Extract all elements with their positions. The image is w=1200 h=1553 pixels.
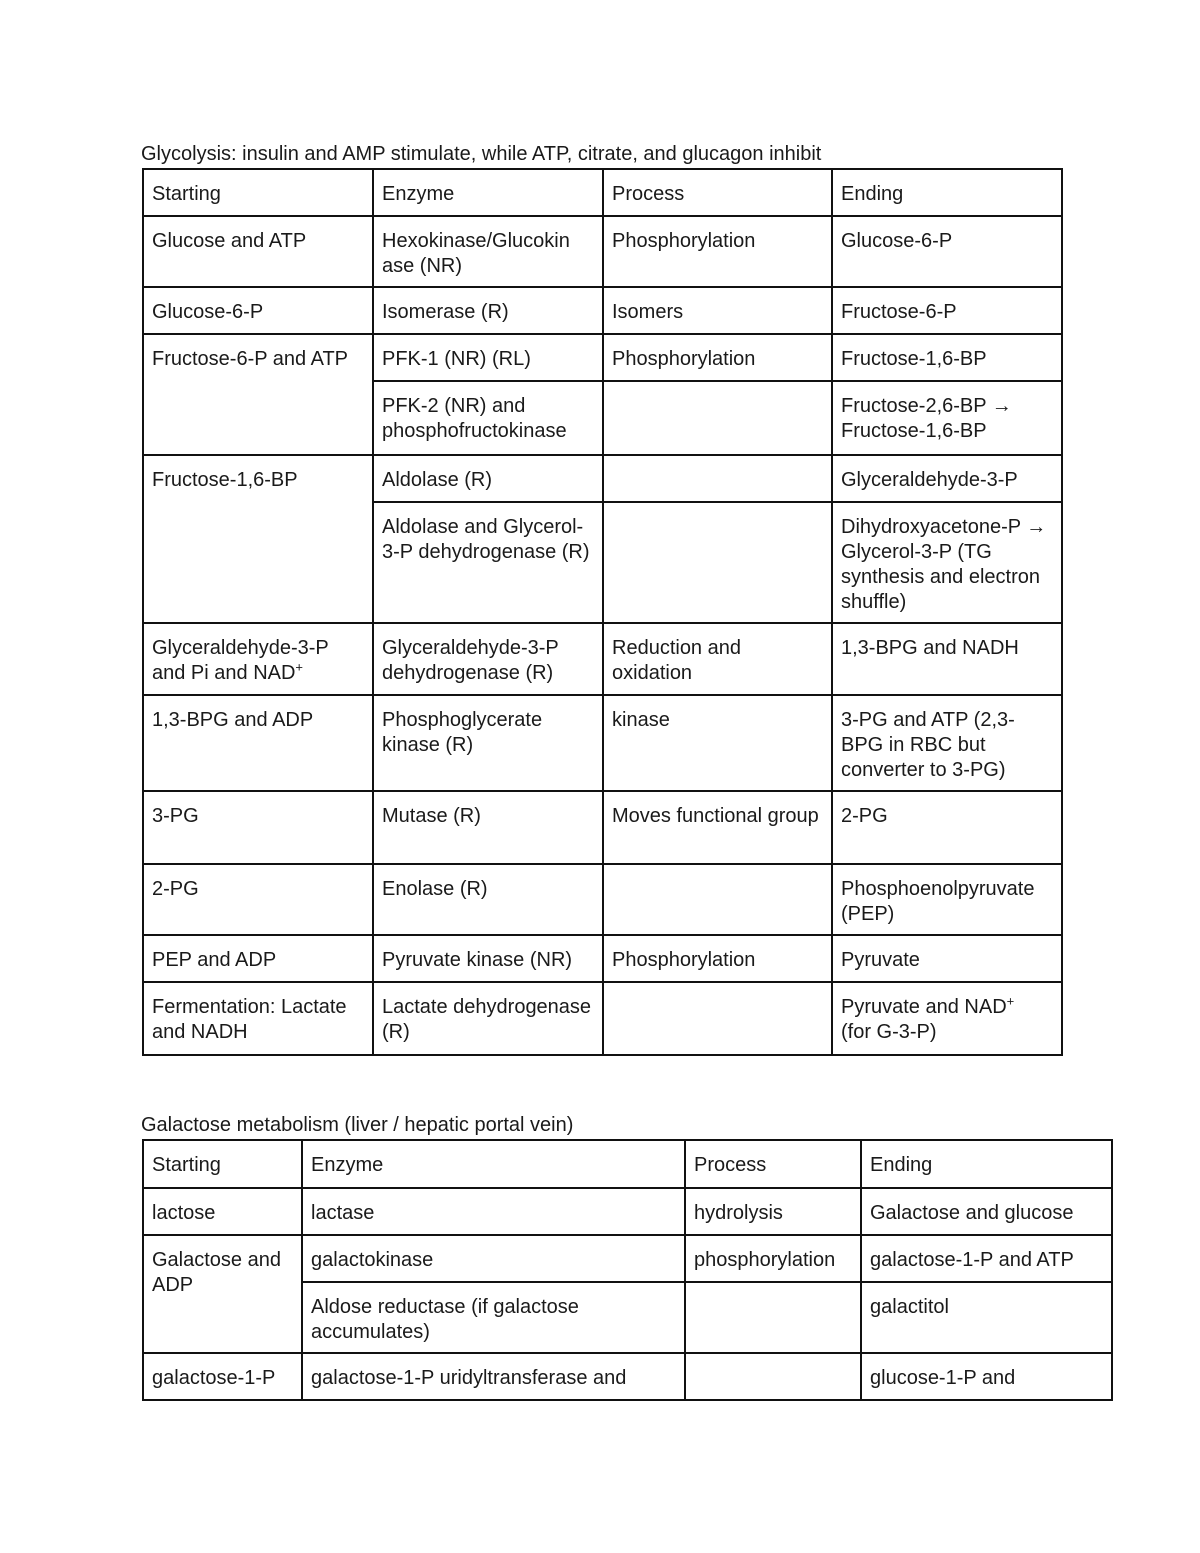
table-row: [143, 455, 1062, 502]
table-row: [143, 1188, 1112, 1235]
table-row: [143, 695, 1062, 791]
cell-ending-note: (for G-3-P): [841, 1021, 937, 1043]
cell-ending: 2-PG: [832, 791, 1062, 864]
cell-ending-text: Pyruvate and NAD: [841, 996, 1007, 1018]
cell-ending: [832, 982, 1062, 1055]
glycolysis-table: [142, 168, 1063, 1056]
table-row: [143, 1353, 1112, 1400]
cell-starting: [143, 623, 373, 695]
cell-starting: Fructose-6-P and ATP: [143, 334, 373, 455]
cell-process: [603, 381, 832, 455]
header-process: Process: [685, 1140, 861, 1188]
cell-starting: galactose-1-P: [143, 1353, 302, 1400]
cell-ending: Glucose-6-P: [832, 216, 1062, 287]
table-row: [143, 1235, 1112, 1282]
cell-ending: Dihydroxyacetone-P → Glycerol-3-P (TG synthesis and electron shuffle): [832, 502, 1062, 623]
cell-enzyme: Lactate dehydrogenase (R): [373, 982, 603, 1055]
cell-starting: Galactose and ADP: [143, 1235, 302, 1353]
cell-ending: glucose-1-P and: [861, 1353, 1112, 1400]
table-header-row: [143, 1140, 1112, 1188]
cell-ending: Fructose-2,6-BP → Fructose-1,6-BP: [832, 381, 1062, 455]
cell-starting: lactose: [143, 1188, 302, 1235]
table-row: [143, 935, 1062, 982]
galactose-table: [142, 1139, 1113, 1401]
cell-ending: Galactose and glucose: [861, 1188, 1112, 1235]
cell-starting-text: Glyceraldehyde-3-P and Pi and NAD: [152, 637, 329, 684]
cell-process: Phosphorylation: [603, 935, 832, 982]
table-header-row: [143, 169, 1062, 216]
cell-process: Moves functional group: [603, 791, 832, 864]
cell-process: Phosphorylation: [603, 334, 832, 381]
cell-starting: PEP and ADP: [143, 935, 373, 982]
header-starting: Starting: [143, 1140, 302, 1188]
cell-process: [603, 502, 832, 623]
table-row: [143, 216, 1062, 287]
cell-process: [603, 982, 832, 1055]
cell-starting: 2-PG: [143, 864, 373, 935]
cell-process: [685, 1353, 861, 1400]
cell-enzyme: Pyruvate kinase (NR): [373, 935, 603, 982]
cell-starting: 3-PG: [143, 791, 373, 864]
table-row: [143, 623, 1062, 695]
cell-enzyme: Isomerase (R): [373, 287, 603, 334]
cell-enzyme: Hexokinase/Glucokin ase (NR): [373, 216, 603, 287]
cell-ending: 1,3-BPG and NADH: [832, 623, 1062, 695]
cell-enzyme: Phosphoglycerate kinase (R): [373, 695, 603, 791]
cell-process: [603, 864, 832, 935]
cell-ending: Fructose-1,6-BP: [832, 334, 1062, 381]
cell-ending: galactitol: [861, 1282, 1112, 1353]
header-ending: Ending: [861, 1140, 1112, 1188]
cell-enzyme: Glyceraldehyde-3-P dehydrogenase (R): [373, 623, 603, 695]
header-enzyme: Enzyme: [302, 1140, 685, 1188]
cell-enzyme: PFK-2 (NR) and phosphofructokinase: [373, 381, 603, 455]
cell-ending: 3-PG and ATP (2,3-BPG in RBC but converter to 3-PG): [832, 695, 1062, 791]
cell-enzyme: Aldolase (R): [373, 455, 603, 502]
table-row: [143, 334, 1062, 381]
cell-process: phosphorylation: [685, 1235, 861, 1282]
table-row: [143, 791, 1062, 864]
cell-starting: Fermentation: Lactate and NADH: [143, 982, 373, 1055]
table-row: [143, 982, 1062, 1055]
galactose-caption: Galactose metabolism (liver / hepatic portal vein): [141, 1114, 574, 1136]
cell-enzyme: Aldose reductase (if galactose accumulates): [302, 1282, 685, 1353]
cell-ending: Glyceraldehyde-3-P: [832, 455, 1062, 502]
header-process: Process: [603, 169, 832, 216]
cell-process: [603, 455, 832, 502]
cell-starting: Glucose-6-P: [143, 287, 373, 334]
cell-enzyme: Aldolase and Glycerol-3-P dehydrogenase (R): [373, 502, 603, 623]
cell-process: [685, 1282, 861, 1353]
cell-process: Reduction and oxidation: [603, 623, 832, 695]
table-row: [143, 864, 1062, 935]
cell-enzyme: PFK-1 (NR) (RL): [373, 334, 603, 381]
cell-starting: Fructose-1,6-BP: [143, 455, 373, 623]
cell-process: Isomers: [603, 287, 832, 334]
cell-starting: 1,3-BPG and ADP: [143, 695, 373, 791]
cell-enzyme: lactase: [302, 1188, 685, 1235]
cell-enzyme: Mutase (R): [373, 791, 603, 864]
cell-starting: Glucose and ATP: [143, 216, 373, 287]
cell-enzyme: Enolase (R): [373, 864, 603, 935]
cell-ending: Phosphoenolpyruvate (PEP): [832, 864, 1062, 935]
glycolysis-caption: Glycolysis: insulin and AMP stimulate, while ATP, citrate, and glucagon inhibit: [141, 143, 822, 165]
header-ending: Ending: [832, 169, 1062, 216]
cell-process: hydrolysis: [685, 1188, 861, 1235]
table-row: [143, 287, 1062, 334]
superscript-plus: +: [1006, 993, 1015, 1009]
superscript-plus: +: [295, 659, 304, 675]
header-enzyme: Enzyme: [373, 169, 603, 216]
header-starting: Starting: [143, 169, 373, 216]
cell-enzyme: galactokinase: [302, 1235, 685, 1282]
cell-process: kinase: [603, 695, 832, 791]
cell-enzyme: galactose-1-P uridyltransferase and: [302, 1353, 685, 1400]
cell-ending: galactose-1-P and ATP: [861, 1235, 1112, 1282]
cell-ending: Fructose-6-P: [832, 287, 1062, 334]
cell-ending: Pyruvate: [832, 935, 1062, 982]
cell-process: Phosphorylation: [603, 216, 832, 287]
